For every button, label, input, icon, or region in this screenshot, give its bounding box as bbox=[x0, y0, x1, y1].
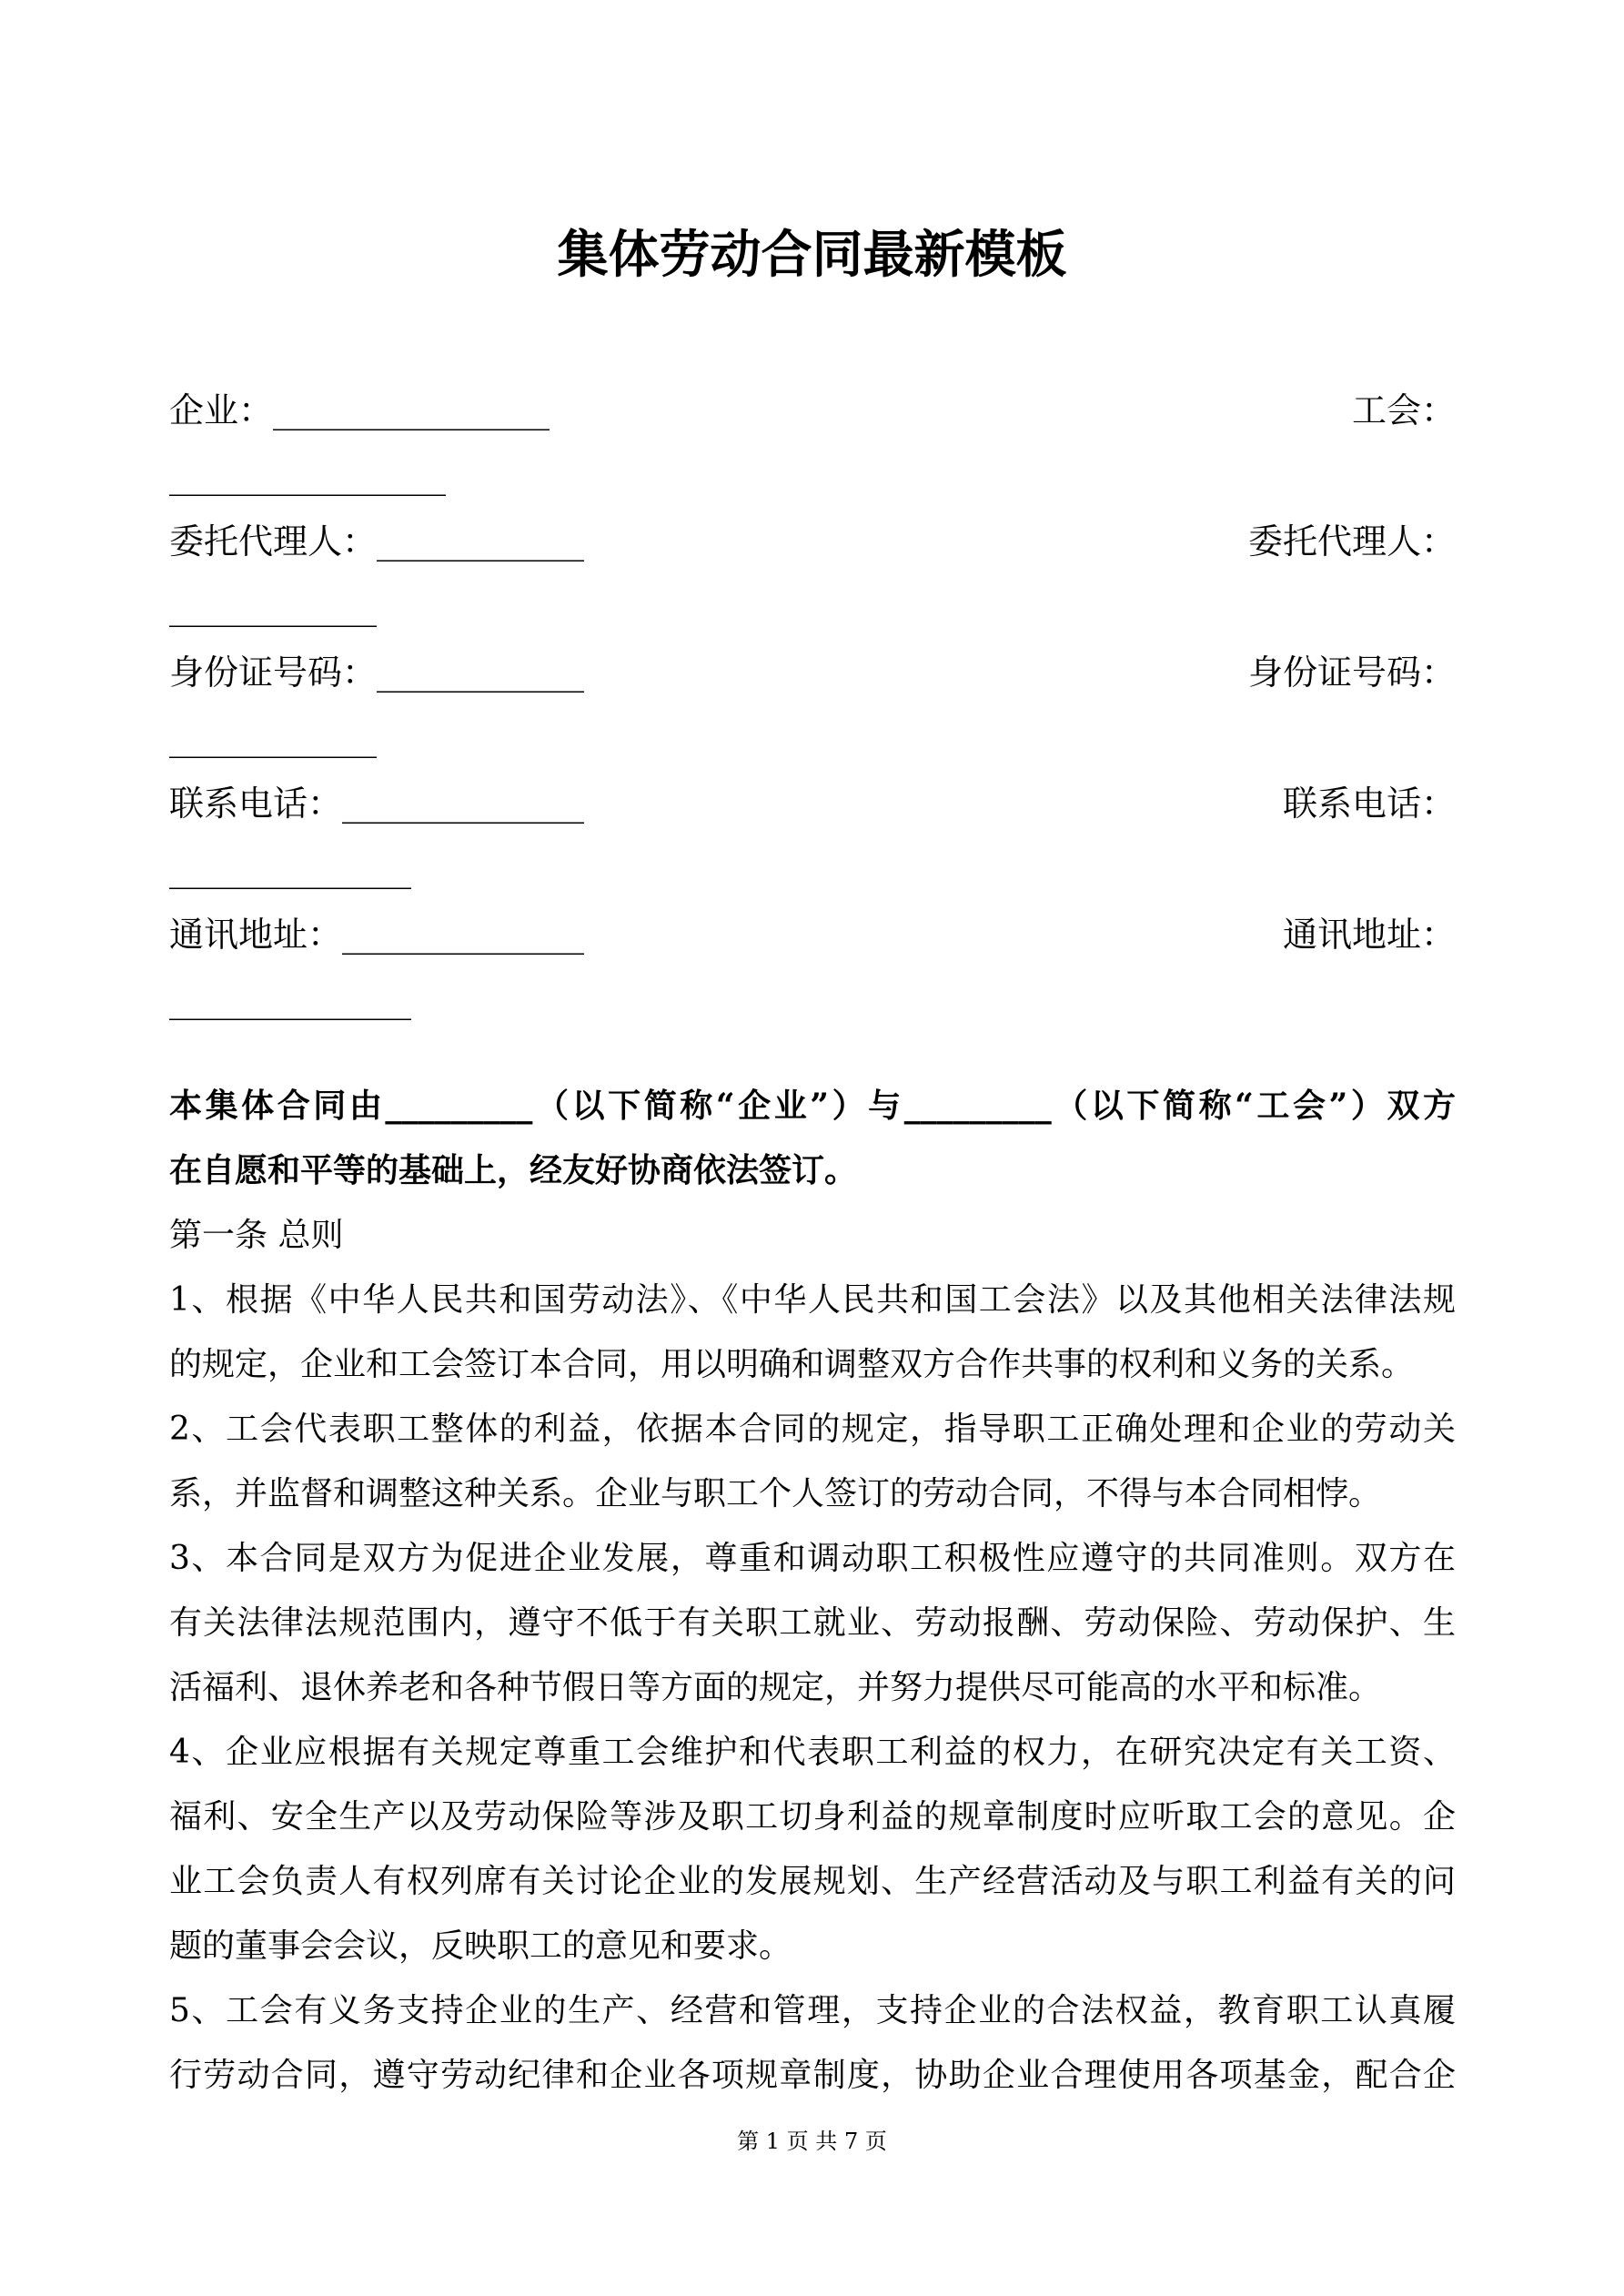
form-row-label-line bbox=[169, 378, 1456, 443]
field-label: 企业： bbox=[169, 390, 274, 430]
form-section bbox=[169, 378, 1456, 1033]
field-label: 身份证号码： bbox=[169, 652, 378, 693]
field-blank: ____________ bbox=[377, 521, 585, 561]
clause-line: 2、工会代表职工整体的利益，依据本合同的规定，指导职工正确处理和企业的劳动关 bbox=[169, 1411, 1456, 1448]
form-field-left bbox=[169, 378, 550, 443]
field-blank-continuation: ______________ bbox=[169, 849, 411, 889]
clause-line: 行劳动合同，遵守劳动纪律和企业各项规章制度，协助企业合理使用各项基金，配合企 bbox=[169, 2057, 1456, 2094]
form-row-continuation-line bbox=[169, 705, 1456, 771]
field-label: 通讯地址： bbox=[169, 915, 343, 955]
form-row-continuation-line bbox=[169, 574, 1456, 640]
clause-line: 业工会负责人有权列席有关讨论企业的发展规划、生产经营活动及与职工利益有关的问 bbox=[169, 1863, 1456, 1900]
section-heading: 第一条 总则 bbox=[169, 1217, 344, 1254]
form-row-label-line bbox=[169, 902, 1456, 967]
clause-line: 福利、安全生产以及劳动保险等涉及职工切身利益的规章制度时应听取工会的意见。企 bbox=[169, 1798, 1456, 1836]
form-row-label-line bbox=[169, 509, 1456, 574]
form-field-left bbox=[169, 640, 584, 705]
clause-line: 活福利、退休养老和各种节假日等方面的规定，并努力提供尽可能高的水平和标准。 bbox=[169, 1669, 1382, 1706]
field-blank-continuation: ________________ bbox=[169, 456, 446, 496]
form-field-left bbox=[169, 771, 584, 836]
body-section bbox=[169, 1074, 1456, 2108]
form-row-continuation-line bbox=[169, 836, 1456, 902]
document-title: 集体劳动合同最新模板 bbox=[557, 225, 1067, 285]
field-blank: ______________ bbox=[342, 784, 585, 824]
clause-line: 4、企业应根据有关规定尊重工会维护和代表职工利益的权力，在研究决定有关工资、 bbox=[169, 1734, 1456, 1771]
field-label-right: 工会： bbox=[1351, 390, 1456, 430]
clause-line: 系，并监督和调整这种关系。企业与职工个人签订的劳动合同，不得与本合同相悖。 bbox=[169, 1475, 1382, 1512]
form-field-left bbox=[169, 902, 584, 967]
intro-line: 本集体合同由_________（以下简称“企业”）与_________（以下简称“工会”）双方 bbox=[169, 1087, 1456, 1125]
field-blank: ______________ bbox=[342, 915, 585, 955]
field-blank: ____________ bbox=[377, 652, 585, 693]
field-label-right: 联系电话： bbox=[1282, 784, 1456, 824]
field-blank-continuation: ______________ bbox=[169, 980, 411, 1020]
clause-line: 1、根据《中华人民共和国劳动法》、《中华人民共和国工会法》以及其他相关法律法规 bbox=[169, 1281, 1456, 1319]
field-label: 委托代理人： bbox=[169, 521, 378, 561]
clause-line: 有关法律法规范围内，遵守不低于有关职工就业、劳动报酬、劳动保险、劳动保护、生 bbox=[169, 1604, 1456, 1642]
clause-line: 3、本合同是双方为促进企业发展，尊重和调动职工积极性应遵守的共同准则。双方在 bbox=[169, 1540, 1456, 1577]
field-label-right: 身份证号码： bbox=[1247, 652, 1456, 693]
field-label-right: 委托代理人： bbox=[1247, 521, 1456, 561]
field-label: 联系电话： bbox=[169, 784, 343, 824]
form-row-label-line bbox=[169, 771, 1456, 836]
intro-line: 在自愿和平等的基础上，经友好协商依法签订。 bbox=[169, 1151, 858, 1189]
form-row-label-line bbox=[169, 640, 1456, 705]
page-footer: 第 1 页 共 7 页 bbox=[737, 2129, 887, 2154]
form-row-continuation-line bbox=[169, 443, 1456, 509]
clause-line: 的规定，企业和工会签订本合同，用以明确和调整双方合作共事的权利和义务的关系。 bbox=[169, 1346, 1415, 1383]
field-blank: ________________ bbox=[273, 390, 550, 430]
field-blank-continuation: ____________ bbox=[169, 587, 377, 627]
form-field-left bbox=[169, 509, 584, 574]
field-blank-continuation: ____________ bbox=[169, 718, 377, 758]
clause-line: 题的董事会会议，反映职工的意见和要求。 bbox=[169, 1927, 792, 1965]
field-label-right: 通讯地址： bbox=[1282, 915, 1456, 955]
form-row-continuation-line bbox=[169, 967, 1456, 1033]
clause-line: 5、工会有义务支持企业的生产、经营和管理，支持企业的合法权益，教育职工认真履 bbox=[169, 1992, 1456, 2029]
